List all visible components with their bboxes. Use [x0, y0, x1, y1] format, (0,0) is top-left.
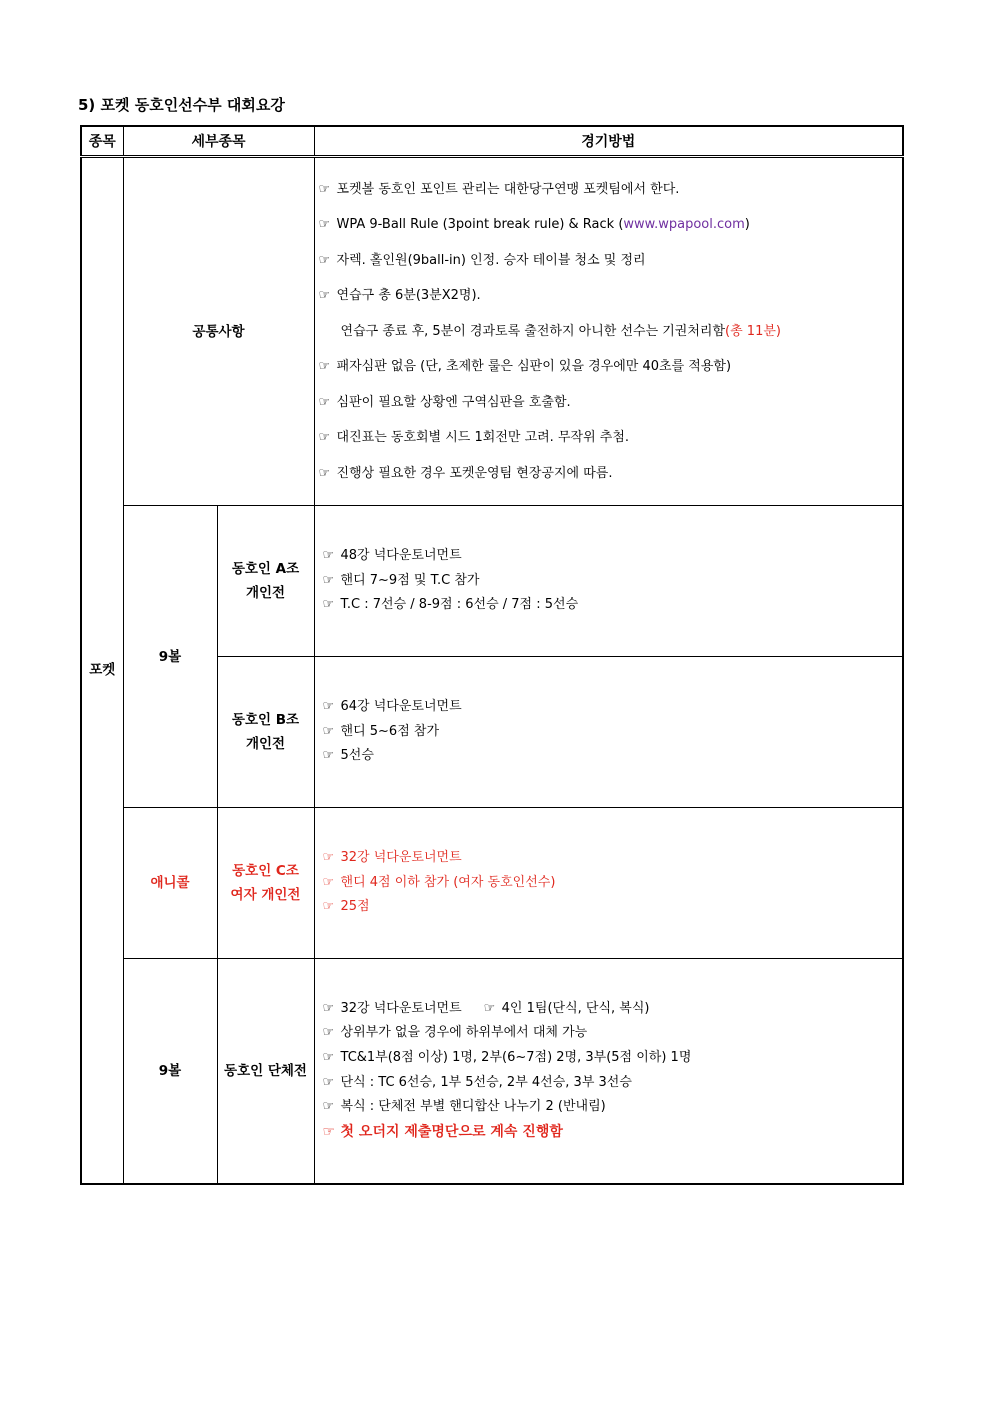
pointing-hand-icon: ☞ [322, 1124, 336, 1141]
pointing-hand-icon: ☞ [322, 698, 335, 714]
pointing-hand-icon: ☞ [322, 597, 335, 613]
category-cell: 포켓 [81, 157, 123, 1184]
table-row [81, 506, 903, 657]
group-c-label: 동호인 C조 여자 개인전 [217, 808, 314, 959]
group-b-label: 동호인 B조 개인전 [217, 657, 314, 808]
list-item: ☞ 심판이 필요할 상황엔 구역심판을 호출함. [319, 385, 903, 421]
pointing-hand-icon: ☞ [322, 849, 335, 865]
list-item: ☞ 대진표는 동호회별 시드 1회전만 고려. 무작위 추첨. [319, 420, 903, 456]
pointing-hand-icon: ☞ [322, 1099, 335, 1115]
team-label: 9볼 [123, 959, 217, 1184]
list-item: ☞ 단식 : TC 6선승, 1부 5선승, 2부 4선승, 3부 3선승 [319, 1071, 903, 1096]
list-item: ☞ T.C : 7선승 / 8-9점 : 6선승 / 7점 : 5선승 [319, 593, 903, 618]
pointing-hand-icon: ☞ [322, 1025, 335, 1041]
pointing-hand-icon: ☞ [322, 899, 335, 915]
pointing-hand-icon: ☞ [322, 1074, 335, 1090]
pointing-hand-icon: ☞ [318, 394, 331, 410]
header-sub-category: 세부종목 [123, 126, 314, 157]
list-item: ☞ TC&1부(8점 이상) 1명, 2부(6~7점) 2명, 3부(5점 이하) 1명 [319, 1046, 903, 1071]
pointing-hand-icon: ☞ [322, 874, 335, 890]
list-item: ☞ 32강 넉다운토너먼트 [319, 846, 903, 871]
pointing-hand-icon: ☞ [318, 359, 331, 375]
pointing-hand-icon: ☞ [322, 547, 335, 563]
pointing-hand-icon: ☞ [318, 217, 331, 233]
pointing-hand-icon: ☞ [318, 252, 331, 268]
table-row [81, 157, 903, 506]
pointing-hand-icon: ☞ [318, 288, 331, 304]
list-item: ☞ 상위부가 없을 경우에 하위부에서 대체 가능 [319, 1021, 903, 1046]
list-item: ☞ 첫 오더지 제출명단으로 계속 진행함 [319, 1120, 903, 1145]
list-item: ☞ WPA 9-Ball Rule (3point break rule) & Rack (www.wpapool.com) [319, 207, 903, 243]
list-item: ☞ 복식 : 단체전 부별 핸디합산 나누기 2 (반내림) [319, 1095, 903, 1120]
list-item: ☞ 핸디 4점 이하 참가 (여자 동호인선수) [319, 871, 903, 896]
team-rules [314, 959, 903, 1184]
list-item: ☞ 48강 넉다운토너먼트 [319, 544, 903, 569]
list-item: ☞ 자렉. 홀인원(9ball-in) 인정. 승자 테이블 청소 및 정리 [319, 243, 903, 279]
table-row [81, 808, 903, 959]
pointing-hand-icon: ☞ [322, 572, 335, 588]
group-b-rules [314, 657, 903, 808]
list-item: ☞ 진행상 필요한 경우 포켓운영팀 현장공지에 따름. [319, 456, 903, 492]
rules-table [80, 125, 904, 1185]
pointing-hand-icon: ☞ [322, 723, 335, 739]
pointing-hand-icon: ☞ [322, 1000, 335, 1016]
header-method: 경기방법 [314, 126, 903, 157]
pointing-hand-icon: ☞ [483, 1000, 496, 1016]
list-item: ☞ 5선승 [319, 744, 903, 769]
table-row [81, 959, 903, 1184]
list-item: ☞ 핸디 5~6점 참가 [319, 720, 903, 745]
team-sub-label: 동호인 단체전 [217, 959, 314, 1184]
list-item: ☞ 32강 넉다운토너먼트 ☞ 4인 1팀(단식, 단식, 복식) [319, 997, 903, 1022]
list-item: ☞ 패자심판 없음 (단, 초제한 룰은 심판이 있을 경우에만 40초를 적용함) [319, 349, 903, 385]
list-item: ☞ 연습구 총 6분(3분X2명). [319, 278, 903, 314]
table-header-row [81, 126, 903, 157]
pointing-hand-icon: ☞ [318, 465, 331, 481]
header-category: 종목 [81, 126, 123, 157]
common-label: 공통사항 [123, 157, 314, 506]
common-rules-cell [314, 157, 903, 506]
pointing-hand-icon: ☞ [318, 181, 331, 197]
list-item: 연습구 종료 후, 5분이 경과토록 출전하지 아니한 선수는 기권처리함(총 11분) [340, 323, 781, 339]
wpa-link[interactable]: www.wpapool.com [623, 217, 745, 233]
total-time-note: (총 11분) [725, 323, 781, 339]
list-item: ☞ 64강 넉다운토너먼트 [319, 695, 903, 720]
section-title: 5) 포켓 동호인선수부 대회요강 [78, 96, 285, 114]
pointing-hand-icon: ☞ [322, 1050, 335, 1066]
carom-label: 애니콜 [123, 808, 217, 959]
group-a-label: 동호인 A조 개인전 [217, 506, 314, 657]
list-item: ☞ 핸디 7~9점 및 T.C 참가 [319, 569, 903, 594]
nine-ball-label: 9볼 [123, 506, 217, 808]
list-item: ☞ 25점 [319, 895, 903, 920]
list-item: ☞ 포켓볼 동호인 포인트 관리는 대한당구연맹 포켓팀에서 한다. [319, 172, 903, 208]
group-c-rules [314, 808, 903, 959]
pointing-hand-icon: ☞ [322, 748, 335, 764]
group-a-rules [314, 506, 903, 657]
pointing-hand-icon: ☞ [318, 430, 331, 446]
